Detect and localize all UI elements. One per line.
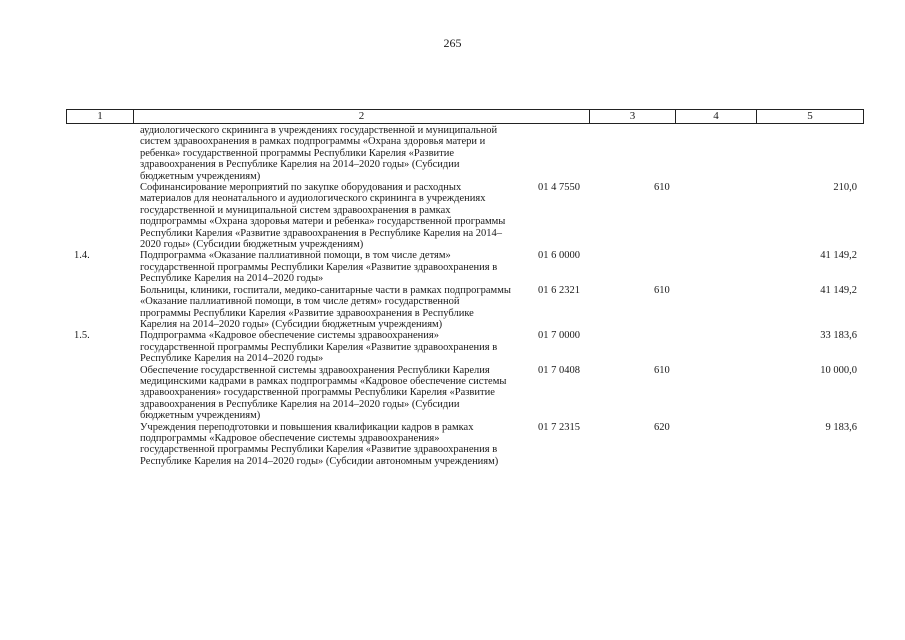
table-row (0, 125, 905, 182)
table-row (0, 330, 905, 364)
row-description: Подпрограмма «Кадровое обеспечение системы здравоохранения» государственной программы Республики Карелия «Развитие здравоохранения в Республике Карелия на 2014–2020 годы» (140, 330, 498, 365)
header-col-2: 2 (134, 110, 590, 123)
row-description: Обеспечение государственной системы здравоохранения Республики Карелия медицинскими кадрами в рамках подпрограммы «Кадровое обеспечение системы здравоохранения» государственной программы Республики Карелия «Развитие здравоохранения в Республике Карелия на 2014–2020 годы» (Субсидии бюджетным учреждениям) (140, 364, 507, 422)
page-number: 265 (443, 36, 462, 50)
row-number: 1.5. (74, 330, 90, 342)
row-code: 01 7 0408 (538, 364, 580, 376)
row-number: 1.4. (74, 250, 90, 262)
row-expense-type: 610 (654, 364, 670, 376)
row-amount: 10 000,0 (820, 364, 857, 376)
row-amount: 41 149,2 (820, 250, 857, 262)
table-body (0, 125, 905, 467)
row-description: Больницы, клиники, госпитали, медико-санитарные части в рамках подпрограммы «Оказание паллиативной помощи, в том числе детям» государственной программы Республики Карелия «Развитие здравоохранения в Республике Карелия на 2014–2020 годы» (Субсидии бюджетным учреждениям) (140, 284, 511, 330)
table-row (0, 365, 905, 422)
row-amount: 210,0 (833, 182, 857, 194)
row-description: Софинансирование мероприятий по закупке оборудования и расходных материалов для неонатального и аудиологического скрининга в учреждениях государственной и муниципальной систем здравоохранения в рамках подпрограммы «Охрана здоровья матери и ребенка» государственной программы Республики Карелия «Развитие здравоохранения в Республике Карелия на 2014–2020 годы» (Субсидии бюджетным учреждениям) (140, 182, 506, 251)
table-row (0, 422, 905, 468)
row-expense-type: 610 (654, 182, 670, 194)
table-row (0, 250, 905, 284)
row-amount: 41 149,2 (820, 284, 857, 296)
header-col-4: 4 (676, 110, 757, 123)
row-description: аудиологического скрининга в учреждениях государственной и муниципальной систем здравоохранения в рамках подпрограммы «Охрана здоровья матери и ребенка» государственной программы Республики Карелия «Развитие здравоохранения в Республике Карелия на 2014–2020 годы» (Субсидии бюджетным учреждениям) (140, 125, 498, 182)
header-col-1: 1 (67, 110, 134, 123)
header-col-5: 5 (807, 110, 813, 122)
row-code: 01 7 2315 (538, 421, 580, 433)
table-row (0, 182, 905, 250)
row-description: Учреждения переподготовки и повышения квалификации кадров в рамках подпрограммы «Кадровое обеспечение системы здравоохранения» государственной программы Республики Карелия «Развитие здравоохранения в Республике Карелия на 2014–2020 годы» (Субсидии автономным учреждениям) (140, 421, 499, 467)
table-row (0, 285, 905, 331)
table-header (66, 109, 864, 124)
row-description: Подпрограмма «Оказание паллиативной помощи, в том числе детям» государственной программы Республики Карелия «Развитие здравоохранения в Республике Карелия на 2014–2020 годы» (140, 250, 498, 285)
row-amount: 9 183,6 (825, 421, 857, 433)
row-expense-type: 610 (654, 284, 670, 296)
row-amount: 33 183,6 (820, 330, 857, 342)
row-code: 01 4 7550 (538, 182, 580, 194)
row-code: 01 7 0000 (538, 330, 580, 342)
row-code: 01 6 2321 (538, 284, 580, 296)
row-expense-type: 620 (654, 421, 670, 433)
row-code: 01 6 0000 (538, 250, 580, 262)
header-col-3: 3 (590, 110, 676, 123)
